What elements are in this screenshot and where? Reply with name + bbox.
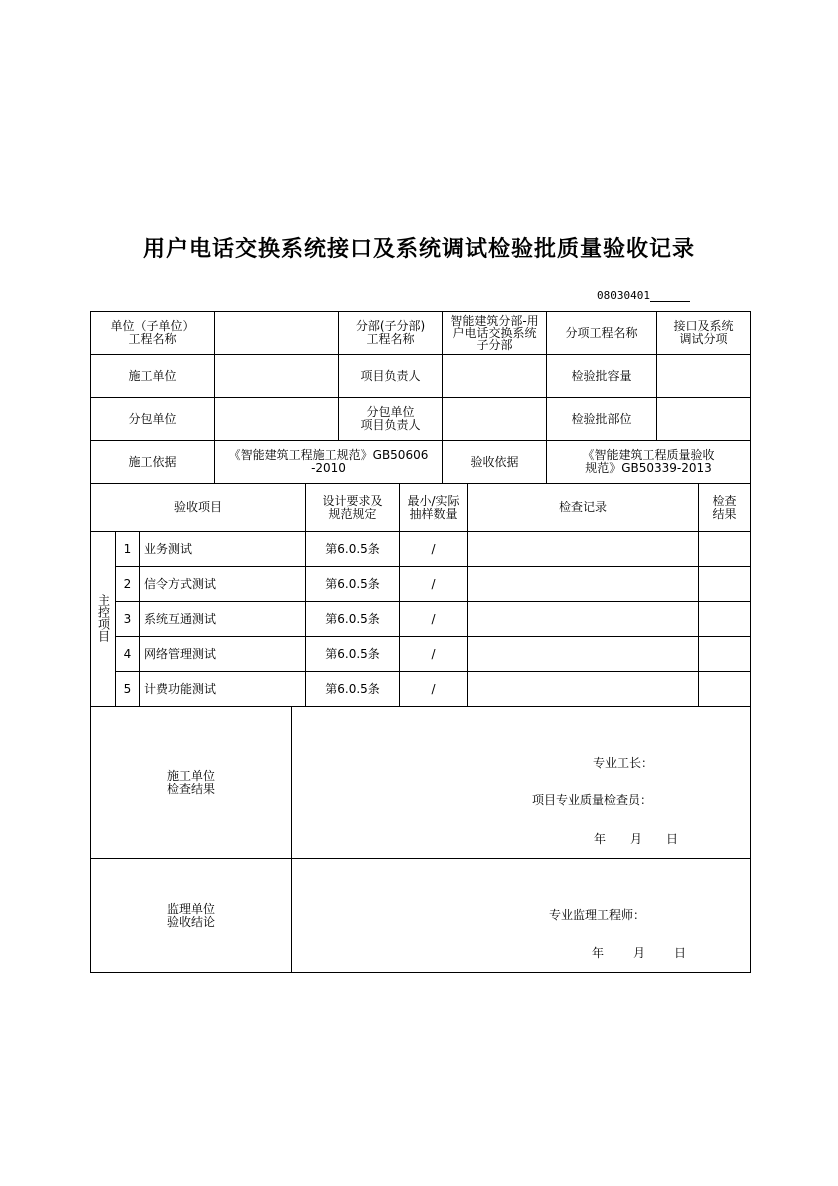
col-header-result-line2: 结果: [712, 506, 737, 521]
row-record[interactable]: [468, 532, 699, 567]
construction-unit-label: 施工单位: [91, 355, 215, 398]
row-spec: 第6.0.5条: [306, 567, 400, 602]
sub-project-value-line2: 户电话交换系统: [452, 326, 537, 340]
item-project-value-line1: 接口及系统: [673, 319, 734, 333]
row-spec: 第6.0.5条: [306, 532, 400, 567]
row-name: 信令方式测试: [140, 567, 306, 602]
inspection-table: [90, 483, 751, 707]
acceptance-basis-line2: 规范》GB50339-2013: [585, 461, 712, 475]
construction-basis-line1: 《智能建筑工程施工规范》GB50606: [228, 448, 429, 462]
construction-check-area[interactable]: [292, 707, 751, 859]
construction-unit-value[interactable]: [215, 355, 339, 398]
item-project-value-line2: 调试分项: [679, 332, 728, 346]
sub-project-label-line1: 分部(子分部): [355, 319, 426, 333]
row-no: 3: [116, 602, 140, 637]
row-result[interactable]: [699, 602, 751, 637]
row-no: 4: [116, 637, 140, 672]
group-label: 主控项目: [96, 593, 111, 642]
year-label: 年: [594, 832, 607, 846]
supervision-conclusion-label: [91, 859, 292, 973]
row-record[interactable]: [468, 602, 699, 637]
day-label: 日: [674, 946, 687, 960]
construction-check-label-line1: 施工单位: [166, 768, 215, 783]
row-name: 业务测试: [140, 532, 306, 567]
row-name: 计费功能测试: [140, 672, 306, 707]
batch-location-value[interactable]: [657, 398, 751, 441]
construction-basis-value[interactable]: [215, 441, 443, 484]
table-row: [91, 567, 751, 602]
supervision-label-line1: 监理单位: [166, 901, 215, 916]
col-header-design: [306, 484, 400, 532]
construction-check-label-line2: 检查结果: [166, 781, 215, 796]
acceptance-basis-value[interactable]: [547, 441, 751, 484]
month-label: 月: [633, 946, 646, 960]
batch-location-label: 检验批部位: [547, 398, 657, 441]
row-no: 2: [116, 567, 140, 602]
subcontract-manager-label: [339, 398, 443, 441]
table-row: [91, 602, 751, 637]
construction-basis-line2: -2010: [311, 461, 346, 475]
page-title: 用户电话交换系统接口及系统调试检验批质量验收记录: [142, 236, 695, 262]
row-result[interactable]: [699, 637, 751, 672]
record-code-underline: [650, 289, 690, 302]
col-header-result: [699, 484, 751, 532]
row-result[interactable]: [699, 532, 751, 567]
sub-project-value-line1: 智能建筑分部-用: [450, 314, 539, 328]
row-name: 网络管理测试: [140, 637, 306, 672]
col-header-design-line1: 设计要求及: [322, 493, 383, 508]
row-sample[interactable]: /: [400, 567, 468, 602]
row-name: 系统互通测试: [140, 602, 306, 637]
subcontract-unit-value[interactable]: [215, 398, 339, 441]
row-sample[interactable]: /: [400, 637, 468, 672]
row-sample[interactable]: /: [400, 602, 468, 637]
row-result[interactable]: [699, 672, 751, 707]
col-header-result-line1: 检查: [712, 493, 737, 508]
item-project-label: 分项工程名称: [547, 312, 657, 355]
month-label: 月: [630, 832, 643, 846]
batch-capacity-label: 检验批容量: [547, 355, 657, 398]
supervision-conclusion-area[interactable]: [292, 859, 751, 973]
unit-name-value[interactable]: [215, 312, 339, 355]
foreman-label: 专业工长：: [593, 756, 654, 770]
project-manager-value[interactable]: [443, 355, 547, 398]
row-spec: 第6.0.5条: [306, 637, 400, 672]
unit-name-label-line1: 单位（子单位）: [110, 319, 195, 333]
col-header-sample: [400, 484, 468, 532]
row-sample[interactable]: /: [400, 672, 468, 707]
batch-capacity-value[interactable]: [657, 355, 751, 398]
table-row: [91, 672, 751, 707]
item-project-value[interactable]: [657, 312, 751, 355]
group-label-cell: [91, 532, 116, 707]
acceptance-basis-label: 验收依据: [443, 441, 547, 484]
row-result[interactable]: [699, 567, 751, 602]
col-header-sample-line1: 最小/实际: [407, 493, 460, 508]
unit-name-label-line2: 工程名称: [128, 332, 177, 346]
table-row: [91, 532, 751, 567]
record-code-text: 08030401: [597, 289, 650, 302]
construction-basis-label: 施工依据: [91, 441, 215, 484]
sub-project-label-line2: 工程名称: [366, 332, 415, 346]
row-spec: 第6.0.5条: [306, 672, 400, 707]
subcontract-unit-label: 分包单位: [91, 398, 215, 441]
supervision-label-line2: 验收结论: [166, 914, 215, 929]
subcontract-manager-label-line2: 项目负责人: [360, 418, 421, 432]
record-code: [597, 289, 690, 302]
day-label: 日: [666, 832, 679, 846]
row-spec: 第6.0.5条: [306, 602, 400, 637]
sub-project-label: [339, 312, 443, 355]
col-header-sample-line2: 抽样数量: [409, 506, 458, 521]
row-no: 1: [116, 532, 140, 567]
sub-project-value-line3: 子分部: [476, 338, 513, 352]
acceptance-basis-line1: 《智能建筑工程质量验收: [582, 448, 715, 462]
qc-inspector-label: 项目专业质量检查员：: [532, 793, 653, 807]
col-header-record: 检查记录: [468, 484, 699, 532]
row-sample[interactable]: /: [400, 532, 468, 567]
supervisor-label: 专业监理工程师：: [549, 908, 646, 922]
subcontract-manager-value[interactable]: [443, 398, 547, 441]
year-label: 年: [592, 946, 605, 960]
header-table: [90, 311, 751, 484]
row-no: 5: [116, 672, 140, 707]
col-header-item: 验收项目: [91, 484, 306, 532]
sub-project-value[interactable]: [443, 312, 547, 355]
table-row: [91, 637, 751, 672]
unit-name-label: [91, 312, 215, 355]
row-record[interactable]: [468, 672, 699, 707]
construction-check-label: [91, 707, 292, 859]
subcontract-manager-label-line1: 分包单位: [366, 405, 415, 419]
row-record[interactable]: [468, 567, 699, 602]
col-header-design-line2: 规范规定: [328, 506, 377, 521]
row-record[interactable]: [468, 637, 699, 672]
signoff-table: [90, 706, 751, 973]
project-manager-label: 项目负责人: [339, 355, 443, 398]
